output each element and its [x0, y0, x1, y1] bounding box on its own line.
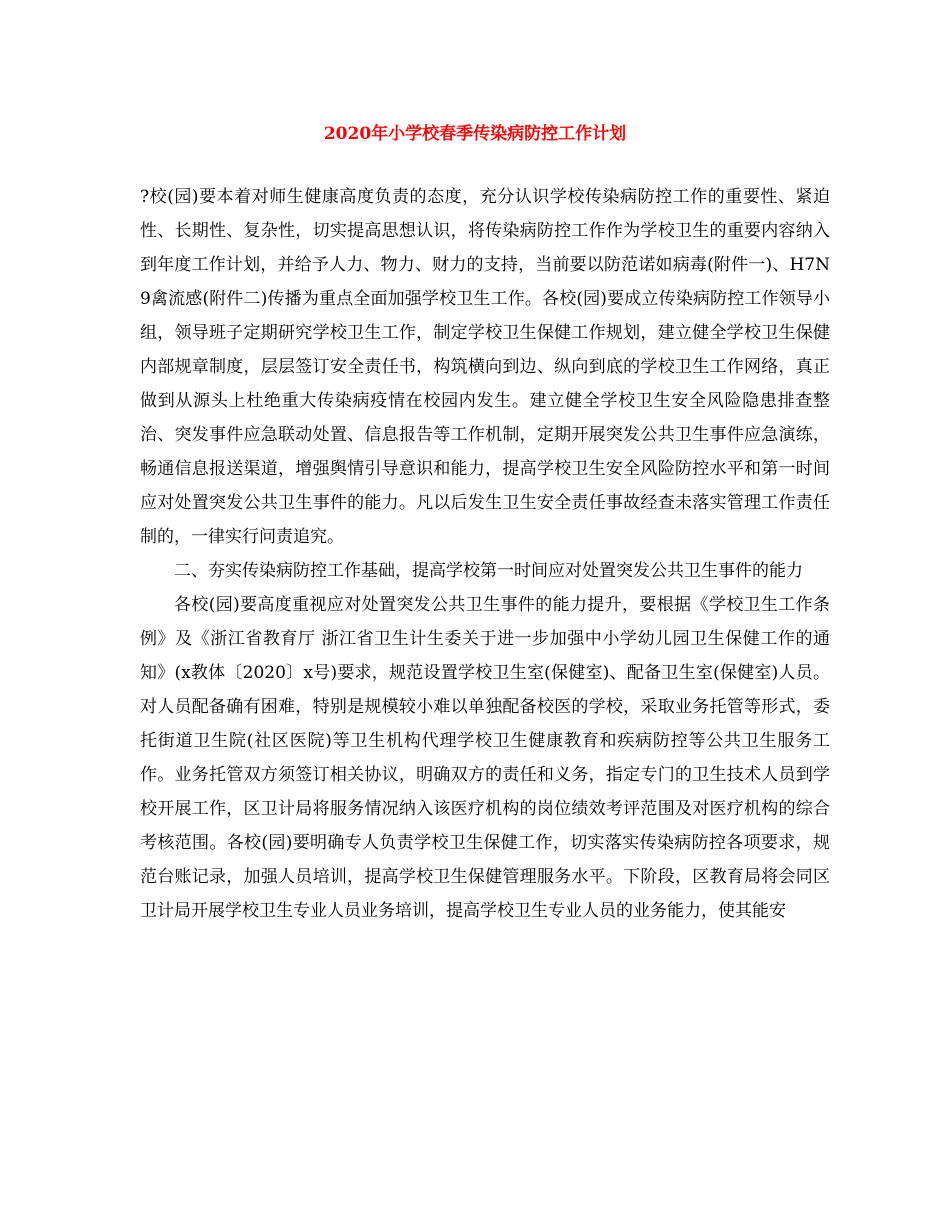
- paragraph-leadership: ?校(园)要本着对师生健康高度负责的态度，充分认识学校传染病防控工作的重要性、紧迫性、长期性、复杂性，切实提高思想认识，将传染病防控工作作为学校卫生的重要内容纳入到年度工作计划，并给予人力、物力、财力的支持，当前要以防范诺如病毒(附件一)、H7N9禽流感(附件二)传播为重点全面加强学校卫生工作。各校(园)要成立传染病防控工作领导小组，领导班子定期研究学校卫生工作，制定学校卫生保健工作规划，建立健全学校卫生保健内部规章制度，层层签订安全责任书，构筑横向到边、纵向到底的学校卫生工作网络，真正做到从源头上杜绝重大传染病疫情在校园内发生。建立健全学校卫生安全风险隐患排查整治、突发事件应急联动处置、信息报告等工作机制，定期开展突发公共卫生事件应急演练，畅通信息报送渠道，增强舆情引导意识和能力，提高学校卫生安全风险防控水平和第一时间应对处置突发公共卫生事件的能力。凡以后发生卫生安全责任事故经查未落实管理工作责任制的，一律实行问责追究。: [140, 187, 830, 547]
- section-heading-two: 二、夯实传染病防控工作基础，提高学校第一时间应对处置突发公共卫生事件的能力: [174, 561, 803, 581]
- document-body: [140, 180, 830, 928]
- paragraph-capability: 各校(园)要高度重视应对处置突发公共卫生事件的能力提升，要根据《学校卫生工作条例》及《浙江省教育厅 浙江省卫生计生委关于进一步加强中小学幼儿园卫生保健工作的通知》(x教体〔2020〕x号)要求，规范设置学校卫生室(保健室)、配备卫生室(保健室)人员。对人员配备确有困难，特别是规模较小难以单独配备校医的学校，采取业务托管等形式，委托街道卫生院(社区医院)等卫生机构代理学校卫生健康教育和疾病防控等公共卫生服务工作。业务托管双方须签订相关协议，明确双方的责任和义务，指定专门的卫生技术人员到学校开展工作，区卫计局将服务情况纳入该医疗机构的岗位绩效考评范围及对医疗机构的综合考核范围。各校(园)要明确专人负责学校卫生保健工作，切实落实传染病防控各项要求，规范台账记录，加强人员培训，提高学校卫生保健管理服务水平。下阶段，区教育局将会同区卫计局开展学校卫生专业人员业务培训，提高学校卫生专业人员的业务能力，使其能安: [140, 595, 830, 921]
- document-title: 2020年小学校春季传染病防控工作计划: [323, 124, 627, 144]
